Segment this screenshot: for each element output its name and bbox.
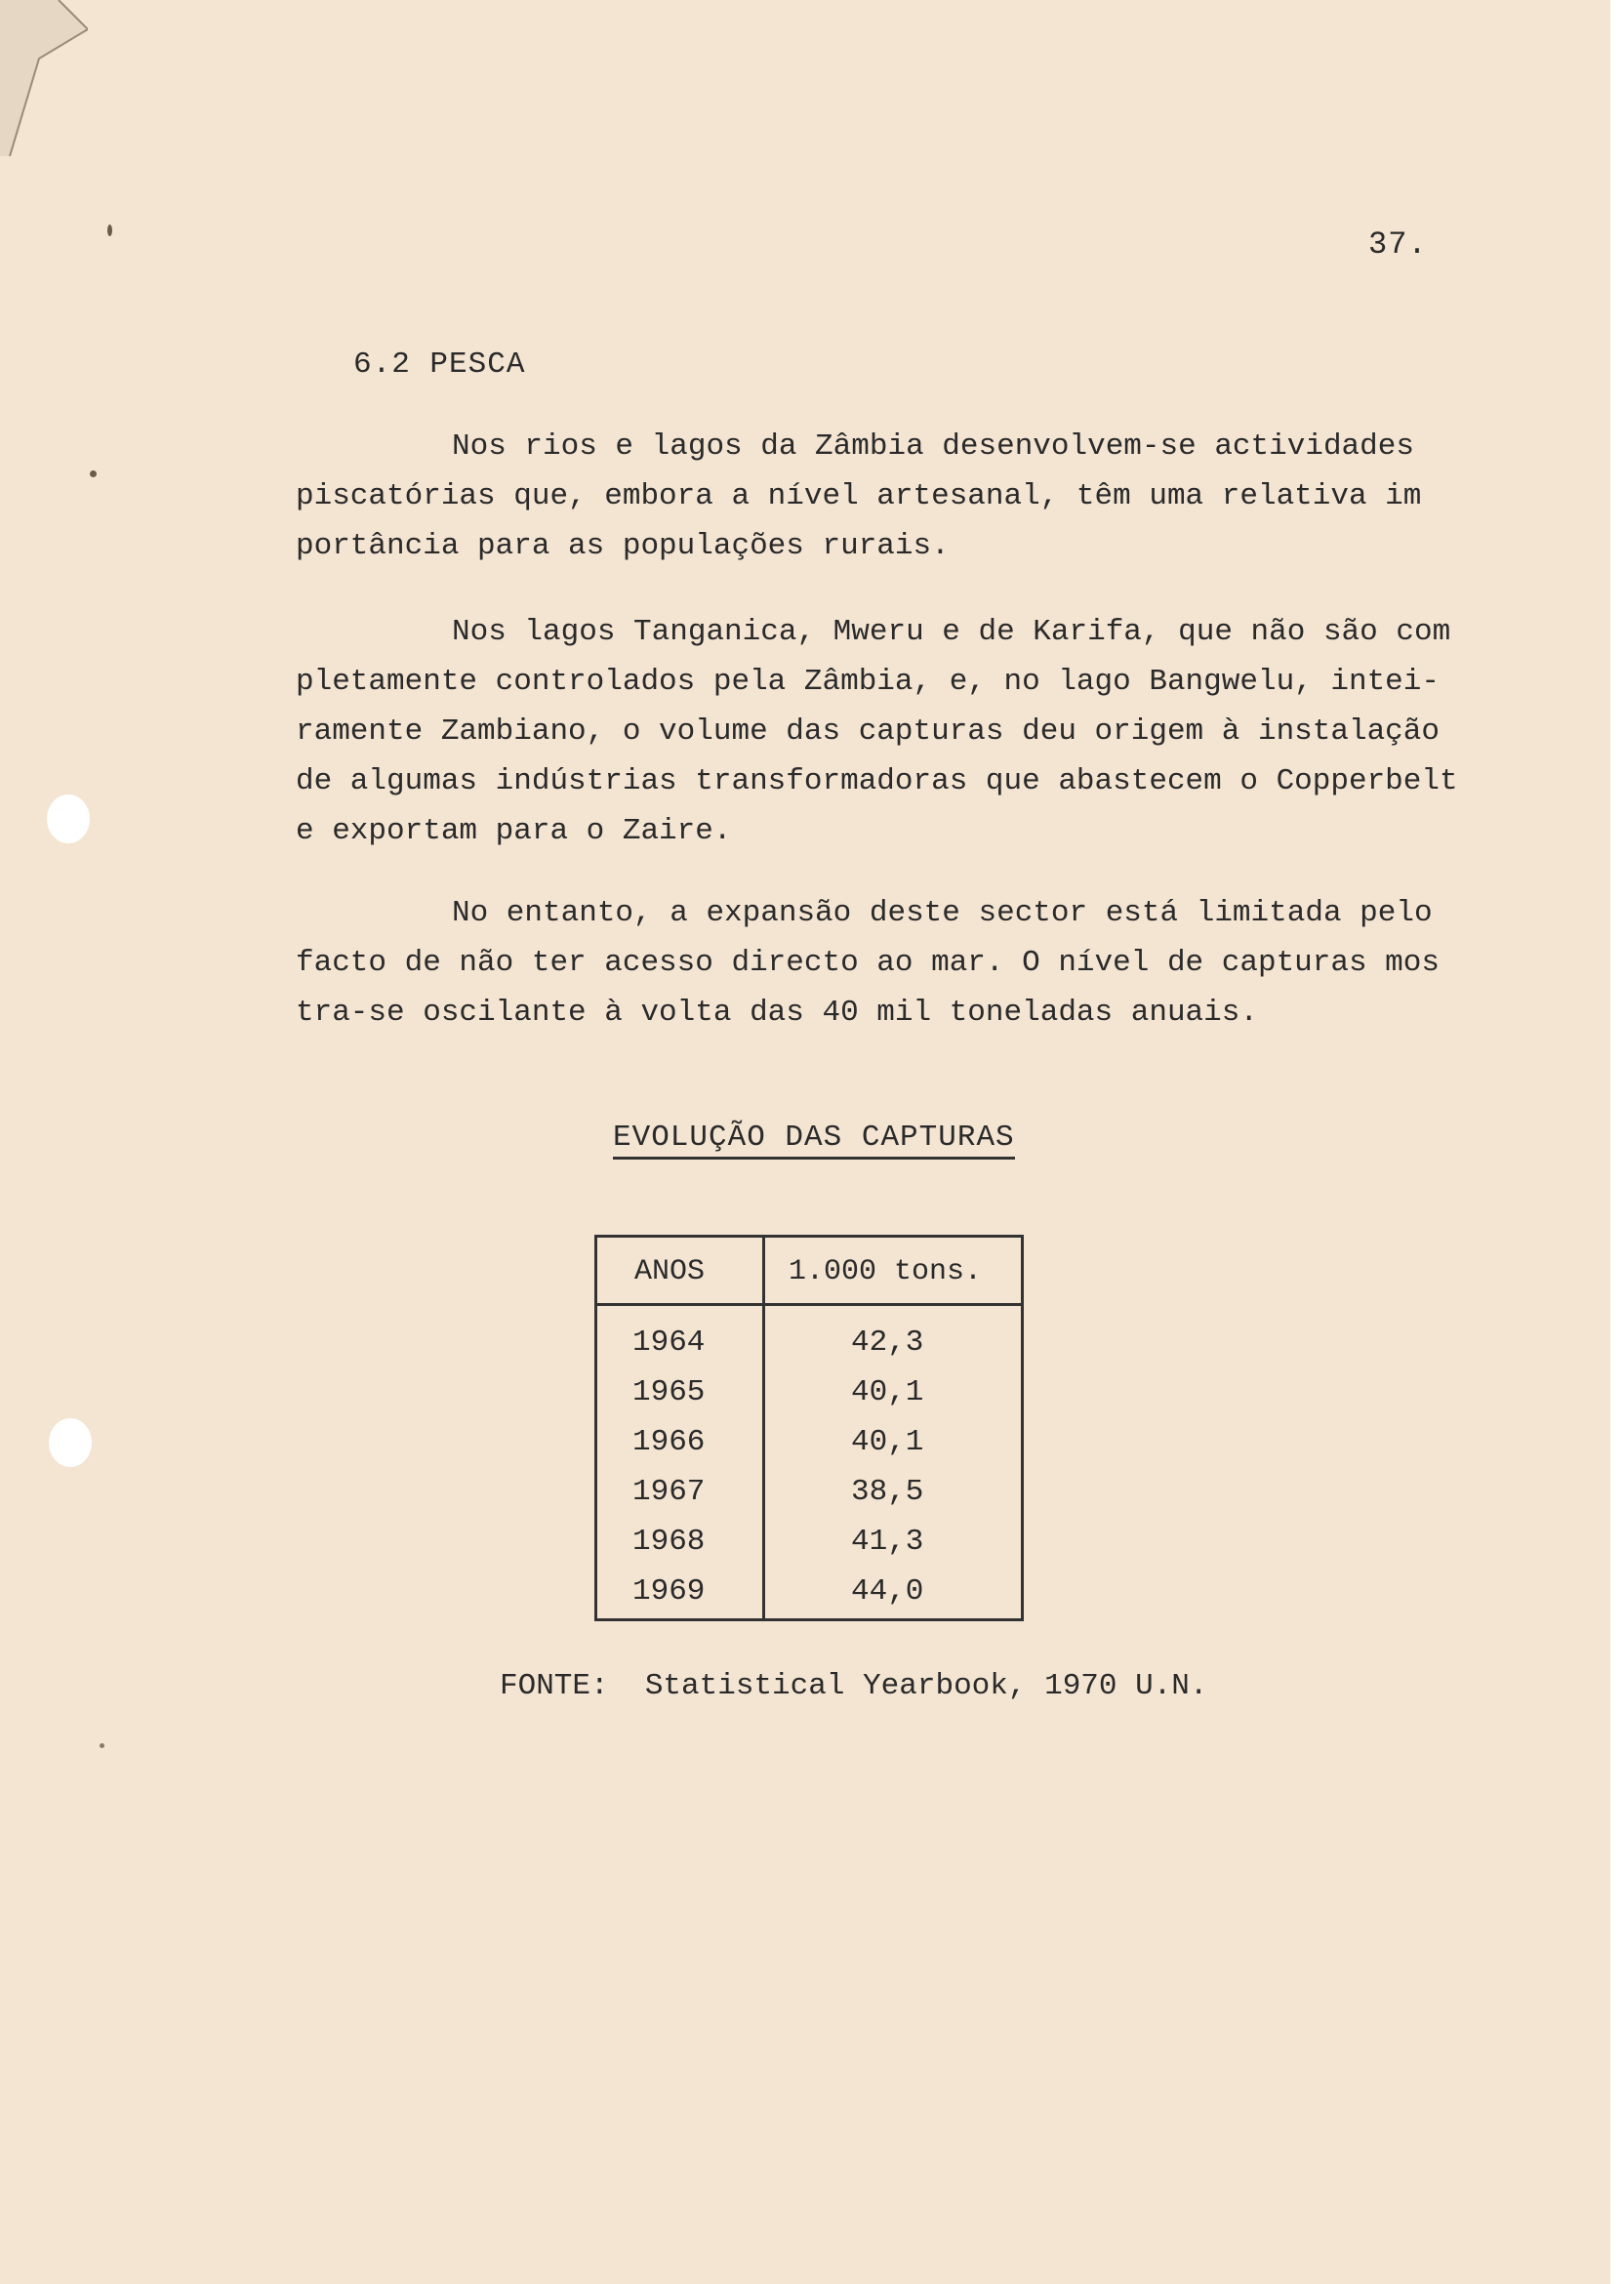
table-row xyxy=(597,1467,1021,1517)
paper-speck xyxy=(100,1743,104,1748)
torn-corner xyxy=(0,0,88,156)
paragraph xyxy=(296,422,1564,571)
paragraph-line: ramente Zambiano, o volume das capturas deu origem à instalação xyxy=(296,714,1440,749)
year-cell: 1967 xyxy=(632,1475,706,1509)
paragraph-line: e exportam para o Zaire. xyxy=(296,814,732,848)
paper-speck xyxy=(107,224,112,236)
paragraph-line: Nos rios e lagos da Zâmbia desenvolvem-se actividades xyxy=(452,429,1414,464)
table-row xyxy=(597,1517,1021,1567)
paragraph-line: pletamente controlados pela Zâmbia, e, no lago Bangwelu, intei- xyxy=(296,665,1440,699)
table-title: EVOLUÇÃO DAS CAPTURAS xyxy=(613,1121,1015,1160)
tons-cell: 40,1 xyxy=(851,1375,924,1409)
year-cell: 1965 xyxy=(632,1375,706,1409)
table-row xyxy=(597,1318,1021,1367)
paragraph-line: piscatórias que, embora a nível artesanal, têm uma relativa im xyxy=(296,479,1422,513)
paragraph-line: No entanto, a expansão deste sector está limitada pelo xyxy=(452,896,1433,930)
catch-table xyxy=(594,1235,1024,1621)
section-heading: 6.2 PESCA xyxy=(353,347,526,382)
year-cell: 1968 xyxy=(632,1525,706,1559)
paragraph-line: tra-se oscilante à volta das 40 mil toneladas anuais. xyxy=(296,996,1258,1030)
punch-hole xyxy=(47,795,90,843)
paper-speck xyxy=(90,470,97,477)
table-row xyxy=(597,1367,1021,1417)
table-header-tons: 1.000 tons. xyxy=(789,1255,983,1288)
punch-hole xyxy=(49,1418,92,1467)
table-row xyxy=(597,1417,1021,1467)
table-row xyxy=(597,1567,1021,1616)
paragraph xyxy=(296,607,1564,856)
tons-cell: 42,3 xyxy=(851,1326,924,1360)
table-body xyxy=(597,1318,1021,1616)
paragraph-line: de algumas indústrias transformadoras que abastecem o Copperbelt xyxy=(296,764,1458,798)
paragraph xyxy=(296,888,1564,1038)
tons-cell: 41,3 xyxy=(851,1525,924,1559)
table-header-years: ANOS xyxy=(634,1255,706,1288)
tons-cell: 38,5 xyxy=(851,1475,924,1509)
page-number: 37. xyxy=(1368,226,1428,263)
source-note: FONTE: Statistical Yearbook, 1970 U.N. xyxy=(500,1669,1208,1703)
year-cell: 1966 xyxy=(632,1425,706,1459)
year-cell: 1964 xyxy=(632,1326,706,1360)
paragraph-line: Nos lagos Tanganica, Mweru e de Karifa, que não são com xyxy=(452,615,1451,649)
tons-cell: 44,0 xyxy=(851,1574,924,1609)
paragraph-line: portância para as populações rurais. xyxy=(296,529,950,563)
page-edge xyxy=(1610,0,1624,2284)
tons-cell: 40,1 xyxy=(851,1425,924,1459)
table-header-rule xyxy=(597,1303,1021,1306)
year-cell: 1969 xyxy=(632,1574,706,1609)
paragraph-line: facto de não ter acesso directo ao mar. O nível de capturas mos xyxy=(296,946,1440,980)
